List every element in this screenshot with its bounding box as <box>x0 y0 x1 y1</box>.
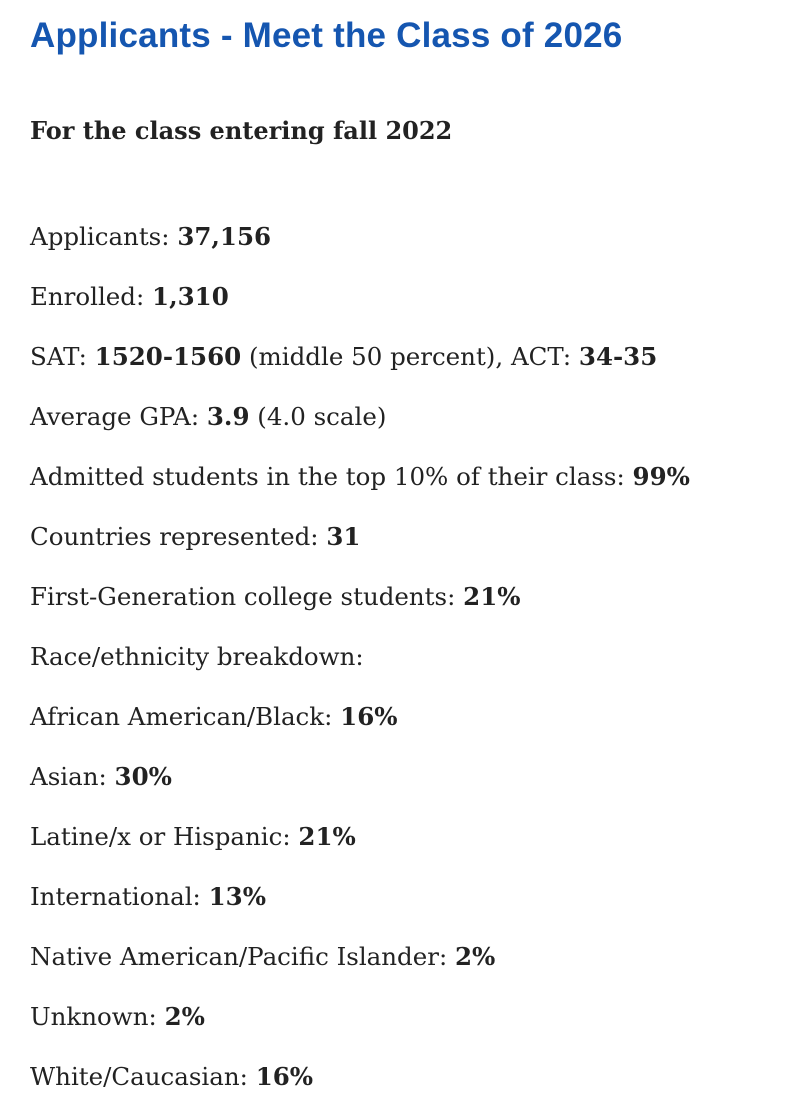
stat-label: Applicants: <box>30 222 178 251</box>
stat-suffix: (4.0 scale) <box>249 402 387 431</box>
stat-value: 37,156 <box>177 222 272 251</box>
stat-label: Latine/x or Hispanic: <box>30 822 299 851</box>
stat-suffix: (middle 50 percent), ACT: <box>241 342 579 371</box>
stat-item <box>30 938 690 998</box>
stat-value: 16% <box>255 1062 314 1091</box>
stat-label: Native American/Pacific Islander: <box>30 942 455 971</box>
stat-item <box>30 458 690 518</box>
page-title: Applicants - Meet the Class of 2026 <box>30 16 623 55</box>
stat-value: 30% <box>114 762 172 791</box>
stat-value: 1520-1560 <box>94 342 242 371</box>
stat-item <box>30 998 690 1058</box>
stat-item <box>30 878 690 938</box>
stat-item <box>30 518 690 578</box>
stat-value: 3.9 <box>206 402 250 431</box>
stat-label: First-Generation college students: <box>30 582 464 611</box>
stat-label: Unknown: <box>30 1002 165 1031</box>
stat-value: 21% <box>463 582 521 611</box>
stat-value: 34-35 <box>578 342 658 371</box>
stat-value: 13% <box>208 882 266 911</box>
section-subtitle: For the class entering fall 2022 <box>30 116 453 145</box>
stat-value: 31 <box>326 522 361 551</box>
stat-item <box>30 698 690 758</box>
stat-label: SAT: <box>30 342 95 371</box>
stat-item <box>30 818 690 878</box>
stat-item <box>30 758 690 818</box>
stat-value: 2% <box>455 942 496 971</box>
stat-value: 16% <box>340 702 398 731</box>
stat-value: 99% <box>632 462 690 491</box>
stat-label: Countries represented: <box>30 522 327 551</box>
stat-label: International: <box>30 882 209 911</box>
stat-label: Enrolled: <box>30 282 153 311</box>
stat-item <box>30 398 690 458</box>
stats-list <box>30 218 690 1118</box>
stat-value: 2% <box>164 1002 205 1031</box>
stat-value: 1,310 <box>152 282 229 311</box>
stat-item <box>30 1058 690 1118</box>
stat-label: Average GPA: <box>30 402 207 431</box>
stat-label: African American/Black: <box>30 702 341 731</box>
stat-item <box>30 578 690 638</box>
stat-label: White/Caucasian: <box>30 1062 256 1091</box>
stat-label: Race/ethnicity breakdown: <box>30 642 364 671</box>
stat-item <box>30 218 690 278</box>
stat-item <box>30 338 690 398</box>
stat-label: Admitted students in the top 10% of their class: <box>30 462 633 491</box>
stat-label: Asian: <box>30 762 115 791</box>
stat-value: 21% <box>298 822 356 851</box>
stat-item <box>30 278 690 338</box>
stat-item <box>30 638 690 698</box>
